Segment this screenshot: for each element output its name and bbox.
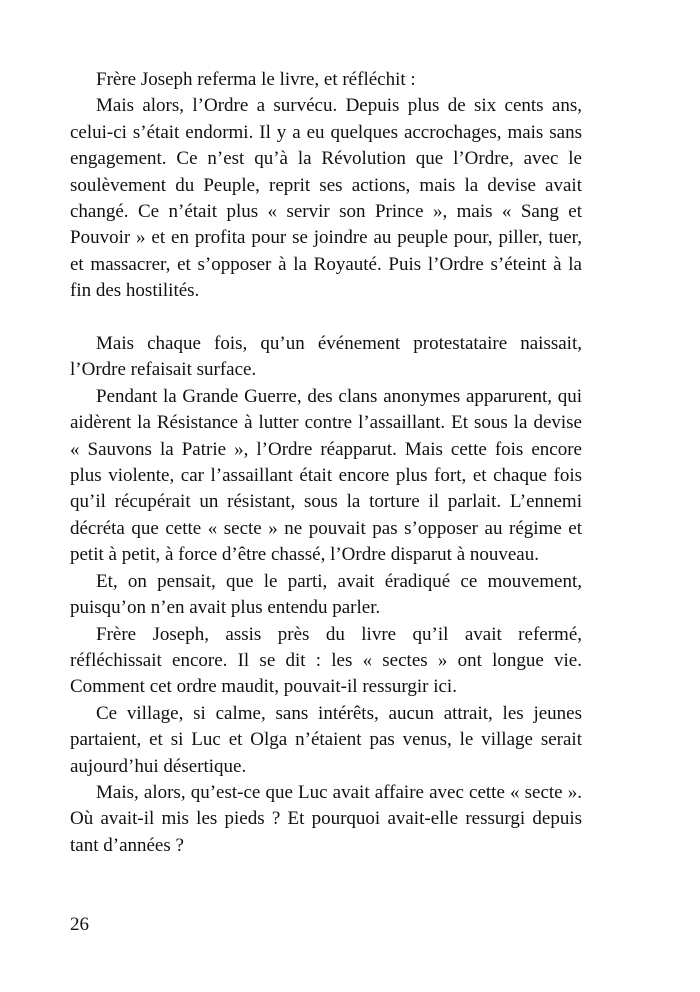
page-number: 26 [70, 914, 89, 935]
paragraph-7: Ce village, si calme, sans intérêts, aucun attrait, les jeunes partaient, et si Luc et Olga n’étaient pas venus, le village serait aujourd’hui désertique. [70, 702, 582, 777]
paragraph-5: Et, on pensait, que le parti, avait éradiqué ce mouvement, puisqu’on n’en avait plus entendu parler. [70, 570, 582, 619]
paragraph-2: Mais alors, l’Ordre a survécu. Depuis plus de six cents ans, celui-ci s’était endormi. Il y a eu quelques accrochages, mais sans engagement. Ce n’est qu’à la Révolution que l’Ordre, avec le soulèvement du Peuple, reprit ses actions, mais la devise avait changé. Ce n’était plus « servir son Prince », mais « Sang et Pouvoir » et en profita pour se joindre au peuple pour, piller, tuer, et massacrer, et s’opposer à la Royauté. Puis l’Ordre s’éteint à la fin des hostilités. [70, 95, 582, 302]
body-text [70, 67, 582, 859]
paragraph-4: Pendant la Grande Guerre, des clans anonymes apparurent, qui aidèrent la Résistance à lutter contre l’assaillant. Et sous la devise « Sauvons la Patrie », l’Ordre réapparut. Mais cette fois encore plus violente, car l’assaillant était encore plus fort, et chaque fois qu’il récupérait un résistant, sous la torture il parlait. L’ennemi décréta que cette « secte » ne pouvait pas s’opposer au régime et petit à petit, à force d’être chassé, l’Ordre disparut à nouveau. [70, 385, 582, 566]
paragraph-1: Frère Joseph referma le livre, et réfléchit : [96, 69, 416, 90]
paragraph-8: Mais, alors, qu’est-ce que Luc avait affaire avec cette « secte ». Où avait-il mis les pieds ? Et pourquoi avait-elle ressurgi depuis tant d’années ? [70, 781, 582, 856]
paragraph-6: Frère Joseph, assis près du livre qu’il avait refermé, réfléchissait encore. Il se dit : les « sectes » ont longue vie. Comment cet ordre maudit, pouvait-il ressurgir ici. [70, 623, 582, 698]
paragraph-3: Mais chaque fois, qu’un événement protestataire naissait, l’Ordre refaisait surface. [70, 333, 582, 381]
